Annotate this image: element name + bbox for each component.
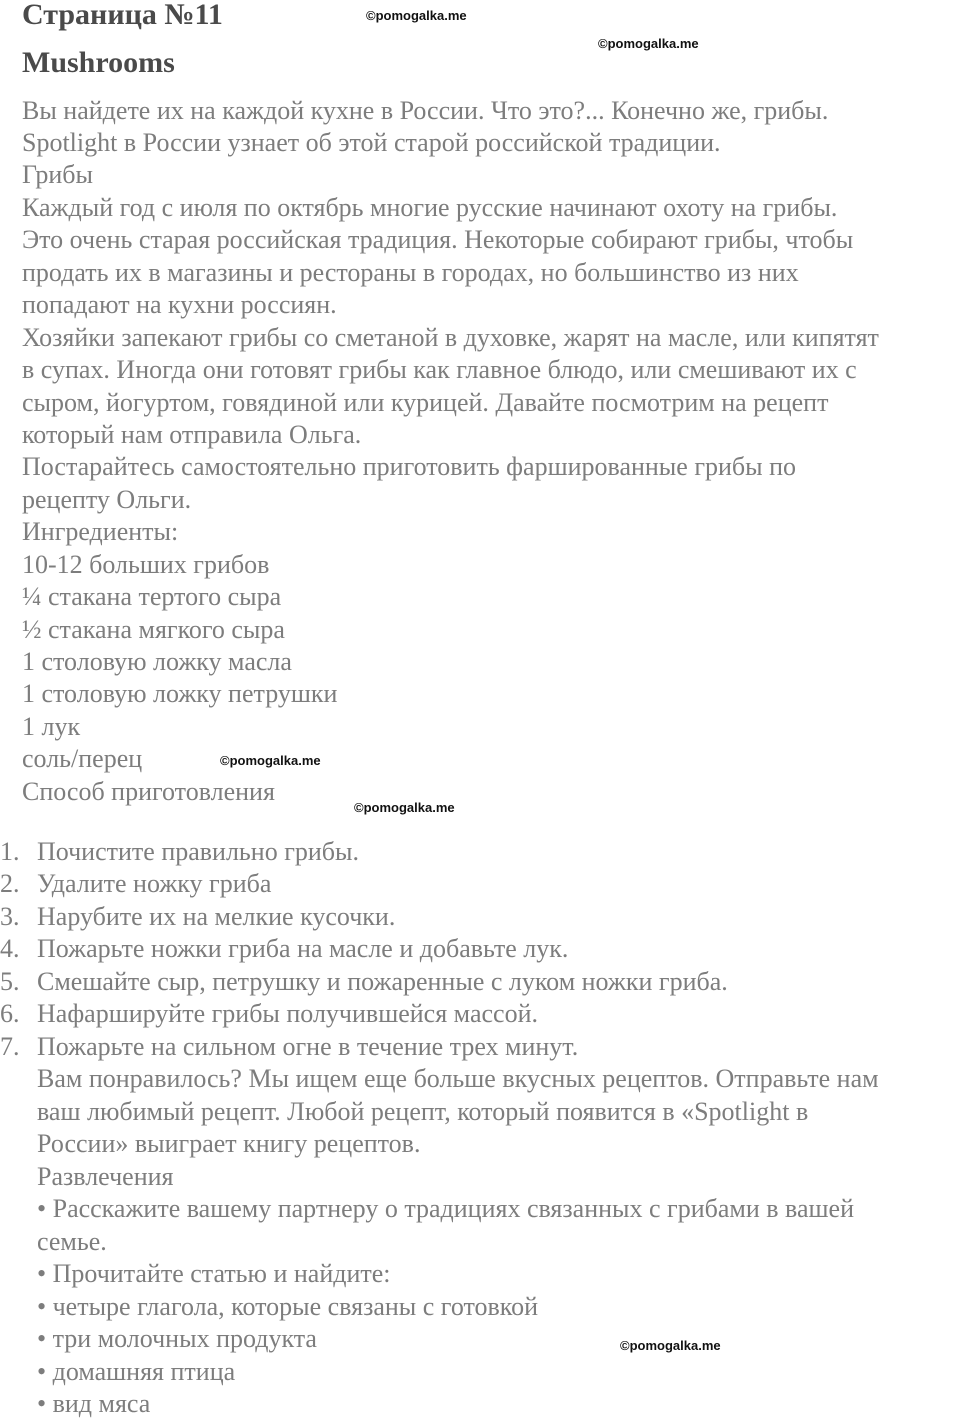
intro-line: Spotlight в России узнает об этой старой российской традиции. [22, 128, 721, 157]
step-item [0, 836, 960, 868]
method-heading: Способ приготовления [22, 777, 275, 806]
step-item [0, 998, 960, 1030]
fun-item: семье. [37, 1227, 107, 1256]
step-number: 3. [0, 902, 20, 931]
step-text: Почистите правильно грибы. [37, 837, 359, 866]
ingredient-item: 1 лук [22, 712, 81, 741]
step-number: 5. [0, 967, 20, 996]
ingredient-item: ¼ стакана тертого сыра [22, 582, 282, 611]
fun-item: • Расскажите вашему партнеру о традициях связанных с грибами в вашей [37, 1194, 854, 1223]
step-item [0, 966, 960, 998]
intro-line: попадают на кухни россиян. [22, 290, 337, 319]
ingredient-item: соль/перец [22, 744, 143, 773]
intro-line: Хозяйки запекают грибы со сметаной в духовке, жарят на масле, или кипятят [22, 323, 879, 352]
step-number: 4. [0, 934, 20, 963]
watermark: ©pomogalka.me [598, 36, 699, 51]
step-text: Пожарьте на сильном огне в течение трех минут. [37, 1032, 579, 1061]
watermark: ©pomogalka.me [366, 8, 467, 23]
fun-item: • Прочитайте статью и найдите: [37, 1259, 391, 1288]
ingredient-item: 1 столовую ложку масла [22, 647, 292, 676]
step-item [0, 933, 960, 965]
section-title: Mushrooms [22, 46, 175, 79]
step-text: Смешайте сыр, петрушку и пожаренные с луком ножки гриба. [37, 967, 728, 996]
ingredient-item: ½ стакана мягкого сыра [22, 615, 285, 644]
intro-line: Постарайтесь самостоятельно приготовить фаршированные грибы по [22, 452, 797, 481]
watermark: ©pomogalka.me [220, 753, 321, 768]
fun-item: • четыре глагола, которые связаны с готовкой [37, 1292, 538, 1321]
step-text: Пожарьте ножки гриба на масле и добавьте лук. [37, 934, 569, 963]
intro-line: который нам отправила Ольга. [22, 420, 362, 449]
step-text: Нафаршируйте грибы получившейся массой. [37, 999, 538, 1028]
intro-line: в супах. Иногда они готовят грибы как главное блюдо, или смешивают их с [22, 355, 857, 384]
step-text: Удалите ножку гриба [37, 869, 272, 898]
step-number: 1. [0, 837, 20, 866]
page-heading: Страница №11 [22, 0, 223, 31]
outro-line: ваш любимый рецепт. Любой рецепт, который появится в «Spotlight в [37, 1097, 809, 1126]
watermark: ©pomogalka.me [620, 1338, 721, 1353]
fun-item: • домашняя птица [37, 1357, 236, 1386]
step-number: 7. [0, 1032, 20, 1061]
ingredients-heading: Ингредиенты: [22, 517, 179, 546]
step-text: Нарубите их на мелкие кусочки. [37, 902, 396, 931]
intro-line: Каждый год с июля по октябрь многие русские начинают охоту на грибы. [22, 193, 838, 222]
fun-item: • три молочных продукта [37, 1324, 317, 1353]
intro-line: Это очень старая российская традиция. Некоторые собирают грибы, чтобы [22, 225, 854, 254]
step-item [0, 868, 960, 900]
step-item [0, 901, 960, 933]
fun-heading: Развлечения [37, 1162, 174, 1191]
intro-line: продать их в магазины и рестораны в городах, но большинство из них [22, 258, 799, 287]
ingredient-item: 1 столовую ложку петрушки [22, 679, 338, 708]
outro-line: Вам понравилось? Мы ищем еще больше вкусных рецептов. Отправьте нам [37, 1064, 879, 1093]
step-item [0, 1031, 960, 1063]
outro-line: России» выиграет книгу рецептов. [37, 1129, 421, 1158]
fun-item: • вид мяса [37, 1389, 151, 1418]
intro-line: Грибы [22, 160, 94, 189]
step-number: 2. [0, 869, 20, 898]
intro-line: Вы найдете их на каждой кухне в России. Что это?... Конечно же, грибы. [22, 96, 829, 125]
watermark: ©pomogalka.me [354, 800, 455, 815]
ingredient-item: 10-12 больших грибов [22, 550, 270, 579]
intro-line: сыром, йогуртом, говядиной или курицей. Давайте посмотрим на рецепт [22, 388, 829, 417]
step-number: 6. [0, 999, 20, 1028]
intro-line: рецепту Ольги. [22, 485, 192, 514]
